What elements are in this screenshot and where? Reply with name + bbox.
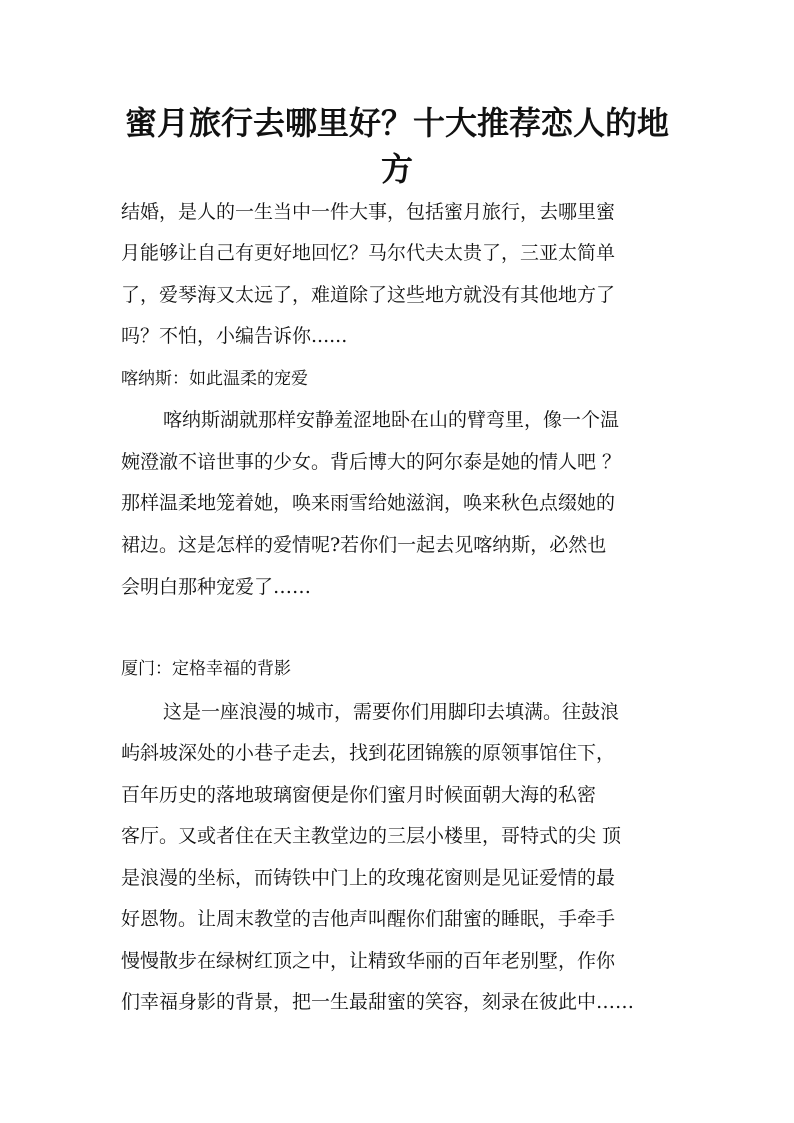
intro-line-3: 了，爱琴海又太远了，难道除了这些地方就没有其他地方了	[121, 284, 616, 306]
kanas-line-1: 喀纳斯湖就那样安静羞涩地卧在山的臂弯里，像一个温	[163, 409, 620, 431]
document-title	[100, 100, 694, 192]
section-heading-xiamen: 厦门：定格幸福的背影	[121, 659, 291, 679]
kanas-line-5: 会明白那种宠爱了……	[121, 576, 312, 598]
intro-line-1: 结婚，是人的一生当中一件大事，包括蜜月旅行，去哪里蜜	[121, 201, 616, 223]
intro-line-2: 月能够让自己有更好地回忆？马尔代夫太贵了，三亚太简单	[121, 242, 616, 264]
xiamen-line-4: 客厅。又或者住在天主教堂边的三层小楼里，哥特式的尖 顶	[121, 825, 622, 847]
xiamen-line-6: 好恩物。让周末教堂的吉他声叫醒你们甜蜜的睡眠，手牵手	[121, 908, 616, 930]
intro-line-4: 吗？不怕，小编告诉你......	[121, 325, 348, 347]
title-line-1: 蜜月旅行去哪里好？十大推荐恋人的地	[124, 104, 669, 142]
section-heading-kanas: 喀纳斯：如此温柔的宠爱	[121, 369, 308, 389]
title-line-2: 方	[380, 150, 413, 188]
xiamen-line-1: 这是一座浪漫的城市，需要你们用脚印去填满。往鼓浪	[163, 701, 620, 723]
xiamen-line-8: 们幸福身影的背景，把一生最甜蜜的笑容，刻录在彼此中……	[121, 991, 635, 1013]
kanas-line-3: 那样温柔地笼着她，唤来雨雪给她滋润，唤来秋色点缀她的	[121, 492, 616, 514]
xiamen-line-5: 是浪漫的坐标，而铸铁中门上的玫瑰花窗则是见证爱情的最	[121, 867, 616, 889]
xiamen-line-2: 屿斜坡深处的小巷子走去，找到花团锦簇的原领事馆住下，	[121, 742, 616, 764]
kanas-line-4: 裙边。这是怎样的爱情呢?若你们一起去见喀纳斯，必然也	[121, 534, 607, 556]
kanas-line-2: 婉澄澈不谙世事的少女。背后博大的阿尔泰是她的情人吧 ？	[121, 451, 622, 473]
xiamen-line-3: 百年历史的落地玻璃窗便是你们蜜月时候面朝大海的私密	[121, 784, 597, 806]
xiamen-line-7: 慢慢散步在绿树红顶之中，让精致华丽的百年老别墅，作你	[121, 950, 616, 972]
